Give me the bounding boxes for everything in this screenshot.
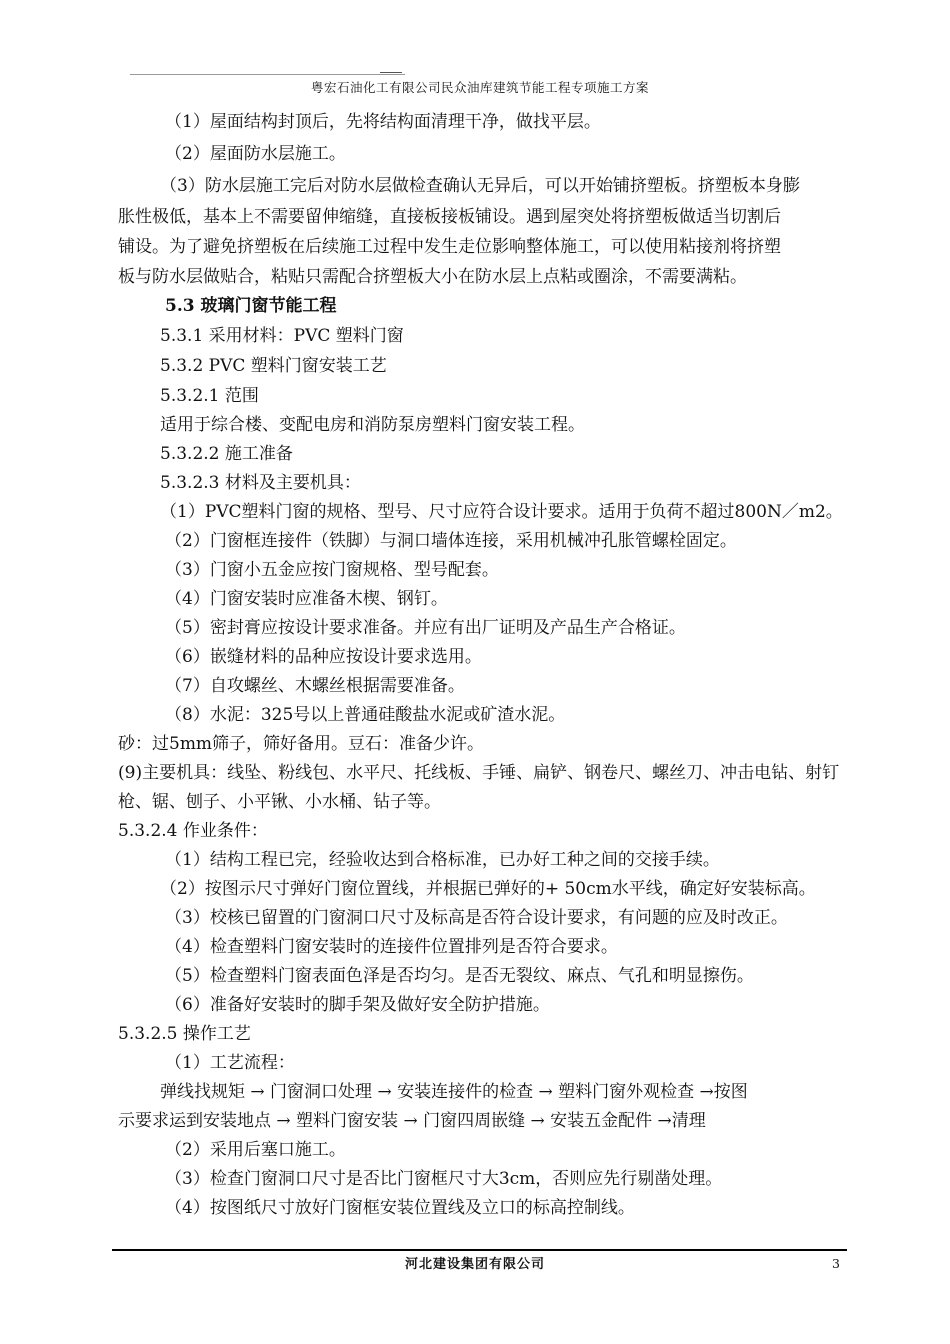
header-rule [130,74,405,75]
paragraph-line: （6）嵌缝材料的品种应按设计要求选用。 [165,647,482,667]
section-heading: 5.3 玻璃门窗节能工程 [165,296,337,316]
paragraph-line: 示要求运到安装地点 → 塑料门窗安装 → 门窗四周嵌缝 → 安装五金配件 →清理 [118,1111,706,1131]
paragraph-line: （2）按图示尺寸弹好门窗位置线，并根据已弹好的+ 50cm水平线，确定好安装标高。 [160,879,816,899]
paragraph-line: （8）水泥：325号以上普通硅酸盐水泥或矿渣水泥。 [165,705,566,725]
paragraph-line: （3）防水层施工完后对防水层做检查确认无异后，可以开始铺挤塑板。挤塑板本身膨 [160,176,800,196]
paragraph-line: 5.3.2.3 材料及主要机具： [160,473,361,493]
paragraph-line: （3）校核已留置的门窗洞口尺寸及标高是否符合设计要求，有问题的应及时改正。 [165,908,788,928]
paragraph-line: 胀性极低，基本上不需要留伸缩缝，直接板接板铺设。遇到屋突处将挤塑板做适当切割后 [118,207,781,227]
paragraph-line: 5.3.2.5 操作工艺 [118,1024,251,1044]
paragraph-line: 板与防水层做贴合，粘贴只需配合挤塑板大小在防水层上点粘或圈涂，不需要满粘。 [118,267,747,287]
paragraph-line: （1）屋面结构封顶后，先将结构面清理干净，做找平层。 [165,112,601,132]
paragraph-line: 适用于综合楼、变配电房和消防泵房塑料门窗安装工程。 [160,415,585,435]
paragraph-line: 5.3.2.4 作业条件： [118,821,268,841]
paragraph-line: （2）门窗框连接件（铁脚）与洞口墙体连接，采用机械冲孔胀管螺栓固定。 [165,531,737,551]
paragraph-line: 5.3.2.1 范围 [160,386,259,406]
header-accent-line [380,72,402,73]
page-header-title: 粤宏石油化工有限公司民众油库建筑节能工程专项施工方案 [310,80,649,95]
paragraph-line: 枪、锯、刨子、小平锹、小水桶、钻子等。 [118,792,441,812]
paragraph-line: （4）检查塑料门窗安装时的连接件位置排列是否符合要求。 [165,937,618,957]
paragraph-line: （7）自攻螺丝、木螺丝根据需要准备。 [165,676,465,696]
paragraph-line: 5.3.2.2 施工准备 [160,444,293,464]
paragraph-line: （1）结构工程已完，经验收达到合格标准，已办好工种之间的交接手续。 [165,850,720,870]
paragraph-line: （5）密封膏应按设计要求准备。并应有出厂证明及产品生产合格证。 [165,618,686,638]
paragraph-line: (9)主要机具：线坠、粉线包、水平尺、托线板、手锤、扁铲、钢卷尺、螺丝刀、冲击电钻、射钉 [118,763,840,783]
paragraph-line: 5.3.1 采用材料：PVC 塑料门窗 [160,326,404,346]
paragraph-line: （2）屋面防水层施工。 [165,144,346,164]
footer-company: 河北建设集团有限公司 [404,1257,545,1272]
paragraph-line: （2）采用后塞口施工。 [165,1140,346,1160]
paragraph-line: （4）按图纸尺寸放好门窗框安装位置线及立口的标高控制线。 [165,1198,635,1218]
paragraph-line: （6）准备好安装时的脚手架及做好安全防护措施。 [165,995,550,1015]
footer-rule [112,1249,847,1251]
paragraph-line: 铺设。为了避免挤塑板在后续施工过程中发生走位影响整体施工，可以使用粘接剂将挤塑 [118,237,781,257]
paragraph-line: （1）PVC塑料门窗的规格、型号、尺寸应符合设计要求。适用于负荷不超过800N／m2。 [160,502,843,522]
paragraph-line: （4）门窗安装时应准备木楔、钢钉。 [165,589,448,609]
paragraph-line: （1）工艺流程： [165,1053,295,1073]
paragraph-line: 弹线找规矩 → 门窗洞口处理 → 安装连接件的检查 → 塑料门窗外观检查 →按图 [160,1082,748,1102]
page-number: 3 [832,1256,840,1271]
paragraph-line: 砂：过5mm筛子，筛好备用。豆石：准备少许。 [118,734,485,754]
paragraph-line: 5.3.2 PVC 塑料门窗安装工艺 [160,356,387,376]
paragraph-line: （3）门窗小五金应按门窗规格、型号配套。 [165,560,499,580]
paragraph-line: （3）检查门窗洞口尺寸是否比门窗框尺寸大3cm，否则应先行剔凿处理。 [165,1169,723,1189]
paragraph-line: （5）检查塑料门窗表面色泽是否均匀。是否无裂纹、麻点、气孔和明显擦伤。 [165,966,754,986]
